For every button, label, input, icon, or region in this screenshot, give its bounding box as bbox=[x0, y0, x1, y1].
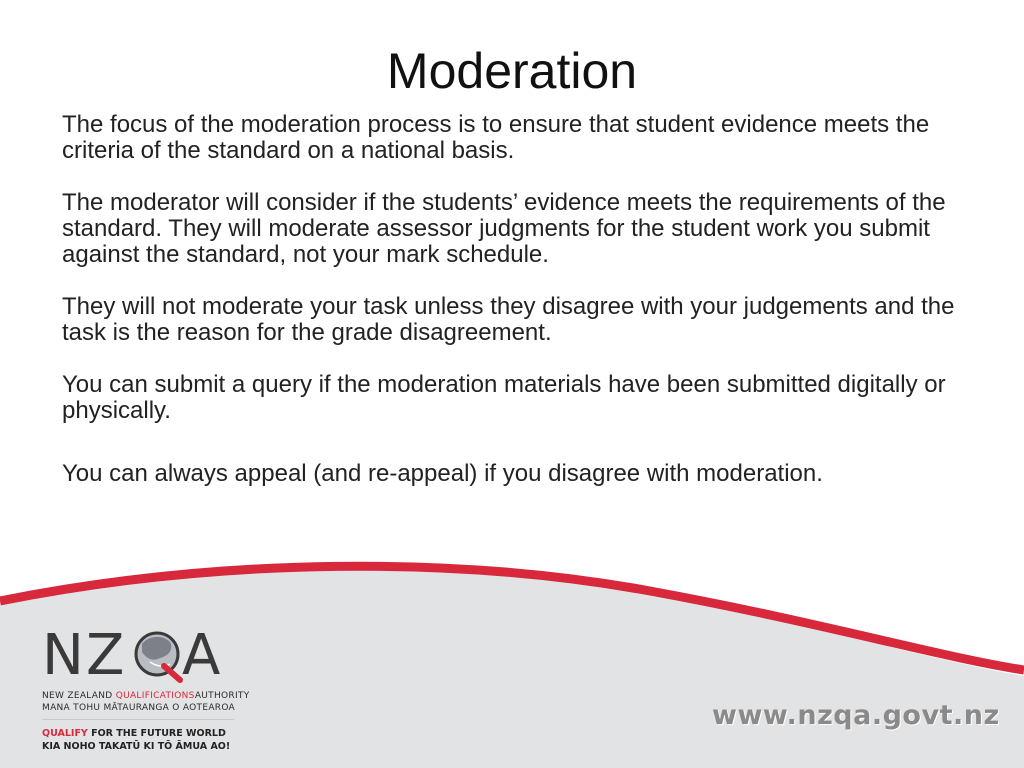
logo-letter-a: A bbox=[182, 623, 221, 684]
org-name-maori: MANA TOHU MĀTAURANGA O AOTEAROA bbox=[42, 703, 236, 713]
logo-divider bbox=[42, 719, 234, 720]
paragraph-moderator: The moderator will consider if the students’ evidence meets the requirements of the standard. They will moderate assessor judgments for the student work you submit against the standard, not your mark schedule. bbox=[62, 189, 946, 268]
nzqa-logo bbox=[42, 622, 250, 762]
paragraph-appeal: You can always appeal (and re-appeal) if you disagree with moderation. bbox=[62, 460, 823, 487]
paragraph-focus: The focus of the moderation process is to ensure that student evidence meets the criteria of the standard on a national basis. bbox=[62, 111, 930, 164]
paragraph-query: You can submit a query if the moderation materials have been submitted digitally or physically. bbox=[62, 371, 946, 424]
website-url: www.nzqa.govt.nz bbox=[712, 700, 1000, 731]
tagline-english: QUALIFY FOR THE FUTURE WORLD bbox=[42, 728, 226, 739]
logo-globe-q bbox=[136, 633, 180, 680]
nzqa-logo-wordmark bbox=[42, 622, 242, 684]
slide-body bbox=[62, 112, 992, 487]
logo-letter-z: Z bbox=[86, 623, 125, 684]
tagline-maori: KIA NOHO TAKATŪ KI TŌ ĀMUA AO! bbox=[42, 741, 231, 752]
paragraph-task: They will not moderate your task unless they disagree with your judgements and the task is the reason for the grade disagreement. bbox=[62, 293, 955, 346]
slide-title: Moderation bbox=[386, 43, 638, 99]
logo-letter-n: N bbox=[42, 623, 84, 684]
org-name-english: NEW ZEALAND QUALIFICATIONSAUTHORITY bbox=[42, 691, 250, 701]
